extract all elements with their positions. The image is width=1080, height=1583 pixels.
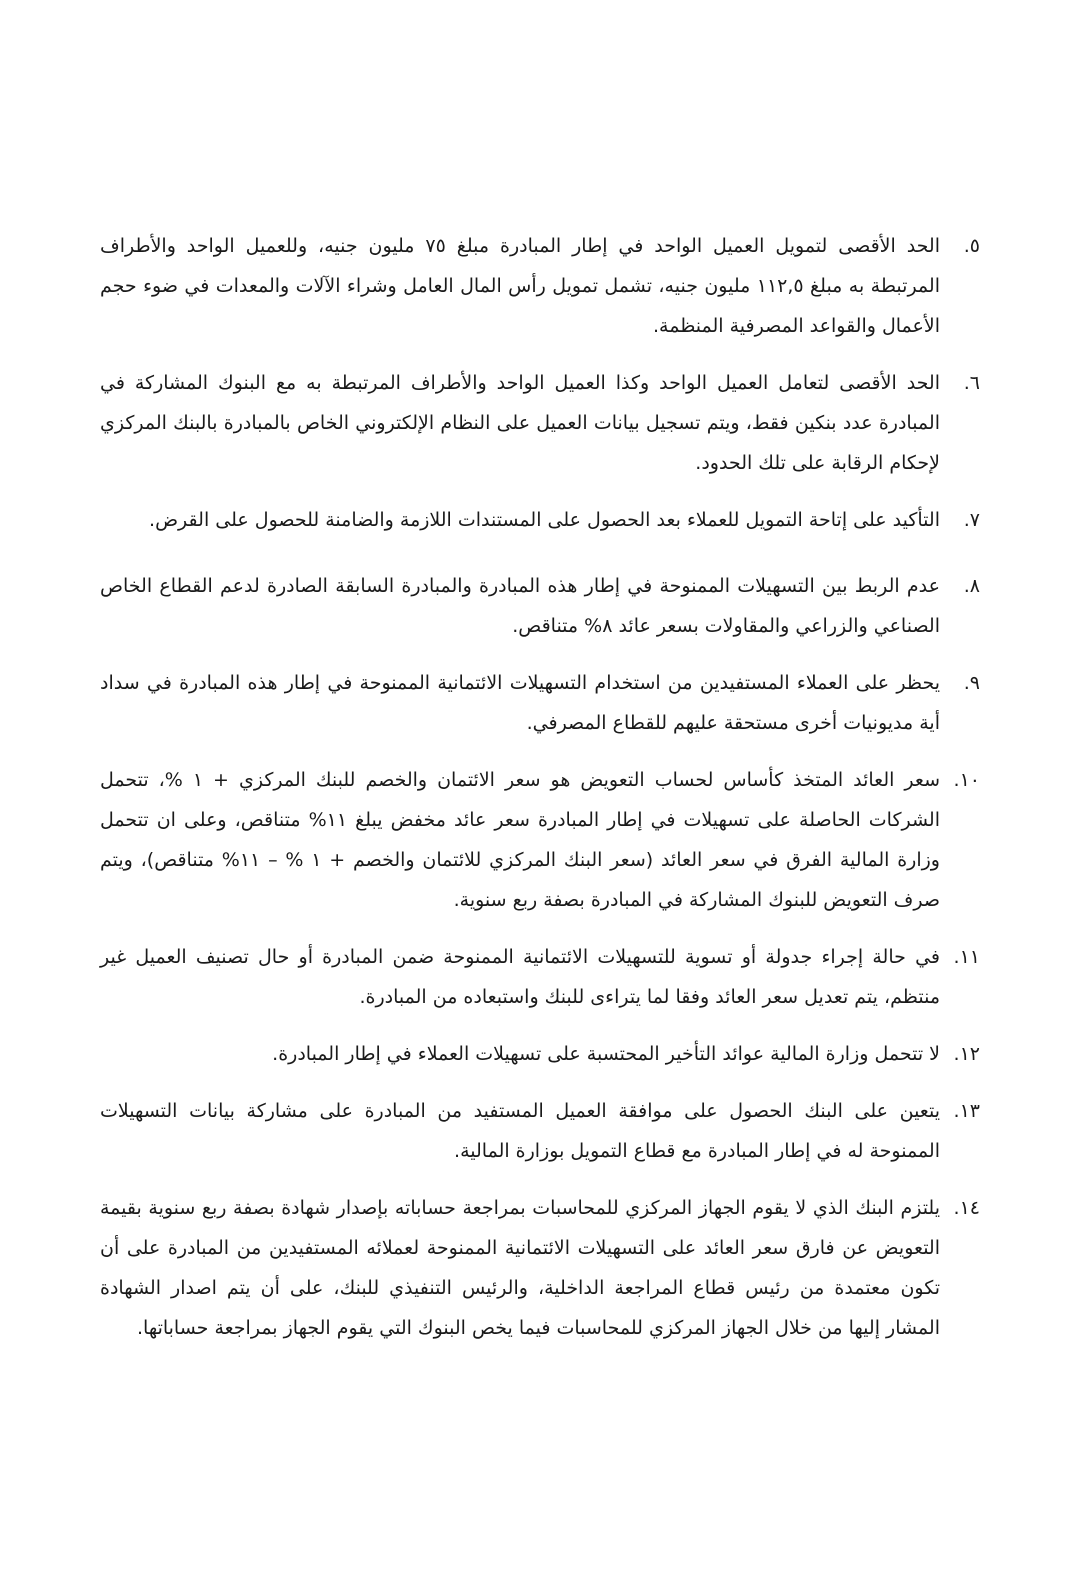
item-text: يحظر على العملاء المستفيدين من استخدام التسهيلات الائتمانية الممنوحة في إطار هذه المبادرة في سداد أية مديونيات أخرى مستحقة عليهم للقطاع المصرفي.: [100, 672, 940, 734]
list-item-6: [100, 363, 980, 483]
list-item-9: [100, 663, 980, 743]
list-item-7: [100, 500, 980, 540]
item-number: ١٤ .: [940, 1188, 980, 1228]
list-item-13: [100, 1091, 980, 1171]
item-text: الحد الأقصى لتمويل العميل الواحد في إطار المبادرة مبلغ ٧٥ مليون جنيه، وللعميل الواحد والأطراف المرتبطة به مبلغ ١١٢,٥ مليون جنيه، تشمل تمويل رأس المال العامل وشراء الآلات والمعدات في ضوء حجم الأعمال والقواعد المصرفية المنظمة.: [100, 235, 940, 337]
item-number: ٧ .: [940, 500, 980, 540]
item-text: سعر العائد المتخذ كأساس لحساب التعويض هو سعر الائتمان والخصم للبنك المركزي + ١ %، تتحمل الشركات الحاصلة على تسهيلات في إطار المبادرة سعر عائد مخفض يبلغ ١١% متناقص، وعلى ان تتحمل وزارة المالية الفرق في سعر العائد (سعر البنك المركزي للائتمان والخصم + ١ % – ١١% متناقص)، ويتم صرف التعويض للبنوك المشاركة في المبادرة بصفة ربع سنوية.: [100, 769, 940, 911]
item-number: ١٣ .: [940, 1091, 980, 1131]
item-text: يلتزم البنك الذي لا يقوم الجهاز المركزي للمحاسبات بمراجعة حساباته بإصدار شهادة بصفة ربع سنوية بقيمة التعويض عن فارق سعر العائد على التسهيلات الائتمانية الممنوحة لعملائه المستفيدين من المبادرة على أن تكون معتمدة من رئيس قطاع المراجعة الداخلية، والرئيس التنفيذي للبنك، على أن يتم اصدار الشهادة المشار إليها من خلال الجهاز المركزي للمحاسبات فيما يخص البنوك التي يقوم الجهاز بمراجعة حساباتها.: [100, 1197, 940, 1339]
item-number: ٩ .: [940, 663, 980, 703]
item-number: ٦ .: [940, 363, 980, 403]
item-number: ١٢ .: [940, 1034, 980, 1074]
list-item-10: [100, 760, 980, 920]
item-number: ١٠ .: [940, 760, 980, 800]
list-item-5: [100, 226, 980, 346]
item-number: ٥ .: [940, 226, 980, 266]
list-item-14: [100, 1188, 980, 1348]
item-number: ٨ .: [940, 566, 980, 606]
list-item-11: [100, 937, 980, 1017]
item-text: التأكيد على إتاحة التمويل للعملاء بعد الحصول على المستندات اللازمة والضامنة للحصول على القرض.: [149, 509, 940, 531]
item-text: لا تتحمل وزارة المالية عوائد التأخير المحتسبة على تسهيلات العملاء في إطار المبادرة.: [272, 1043, 940, 1065]
document-page: [100, 226, 980, 1365]
item-number: ١١ .: [940, 937, 980, 977]
list-item-8: [100, 566, 980, 646]
item-text: يتعين على البنك الحصول على موافقة العميل المستفيد من المبادرة على مشاركة بيانات التسهيلات الممنوحة له في إطار المبادرة مع قطاع التمويل بوزارة المالية.: [100, 1100, 940, 1162]
item-text: في حالة إجراء جدولة أو تسوية للتسهيلات الائتمانية الممنوحة ضمن المبادرة أو حال تصنيف العميل غير منتظم، يتم تعديل سعر العائد وفقا لما يتراءى للبنك واستبعاده من المبادرة.: [100, 946, 940, 1008]
item-text: الحد الأقصى لتعامل العميل الواحد وكذا العميل الواحد والأطراف المرتبطة به مع البنوك المشاركة في المبادرة عدد بنكين فقط، ويتم تسجيل بيانات العميل على النظام الإلكتروني الخاص بالمبادرة بالبنك المركزي لإحكام الرقابة على تلك الحدود.: [100, 372, 940, 474]
list-item-12: [100, 1034, 980, 1074]
item-text: عدم الربط بين التسهيلات الممنوحة في إطار هذه المبادرة والمبادرة السابقة الصادرة لدعم القطاع الخاص الصناعي والزراعي والمقاولات بسعر عائد ٨% متناقص.: [100, 575, 940, 637]
